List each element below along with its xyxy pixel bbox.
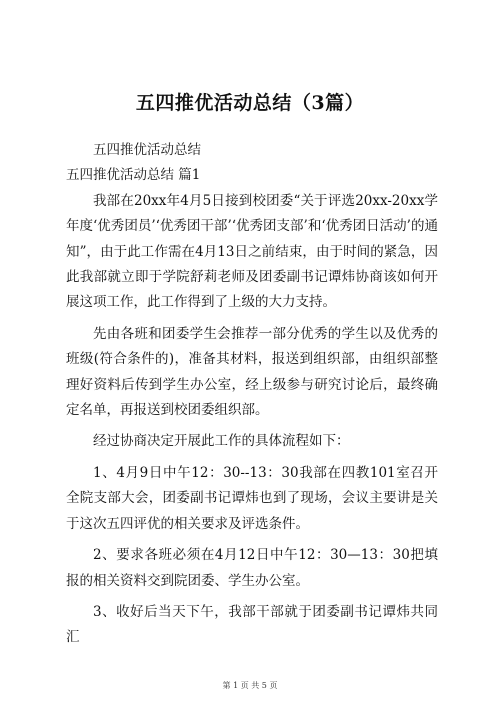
- paragraph-2: 先由各班和团委学生会推荐一部分优秀的学生以及优秀的班级(符合条件的)，准备其材料，报送到组织部，由组织部整理好资料后传到学生办公室，经上级参与研究讨论后，最终确定名单，再报送到校团委组织部。: [66, 325, 438, 419]
- paragraph-6: 3、收好后当天下午，我部干部就于团委副书记谭炜共同汇: [66, 603, 438, 646]
- paragraph-4: 1、4月9日中午12：30--13：30我部在四教101室召开全院支部大会，团委副书记谭炜也到了现场，会议主要讲是关于这次五四评优的相关要求及评选条件。: [66, 464, 438, 532]
- page-footer: 第 1 页 共 5 页: [222, 681, 278, 690]
- paragraph-3: 经过协商决定开展此工作的具体流程如下：: [93, 433, 350, 450]
- paragraph-1: 我部在20xx年4月5日接到校团委“关于评选20xx-20xx学年度‘优秀团员’‘优秀团干部’‘优秀团支部’和‘优秀团日活动’的通知”，由于此工作需在4月13日之前结束，由于时间的紧急，因此我部就立即于学院舒莉老师及团委副书记谭炜协商该如何开展这项工作，此工作得到了上级的大力支持。: [66, 192, 438, 311]
- subtitle: 五四推优活动总结: [93, 142, 201, 158]
- document-title: 五四推优活动总结（3篇）: [135, 92, 365, 114]
- section-heading: 五四推优活动总结 篇1: [66, 167, 201, 184]
- paragraph-5: 2、要求各班必须在4月12日中午12：30—13：30把填报的相关资料交到院团委、学生办公室。: [66, 547, 438, 589]
- document-body: [66, 138, 438, 651]
